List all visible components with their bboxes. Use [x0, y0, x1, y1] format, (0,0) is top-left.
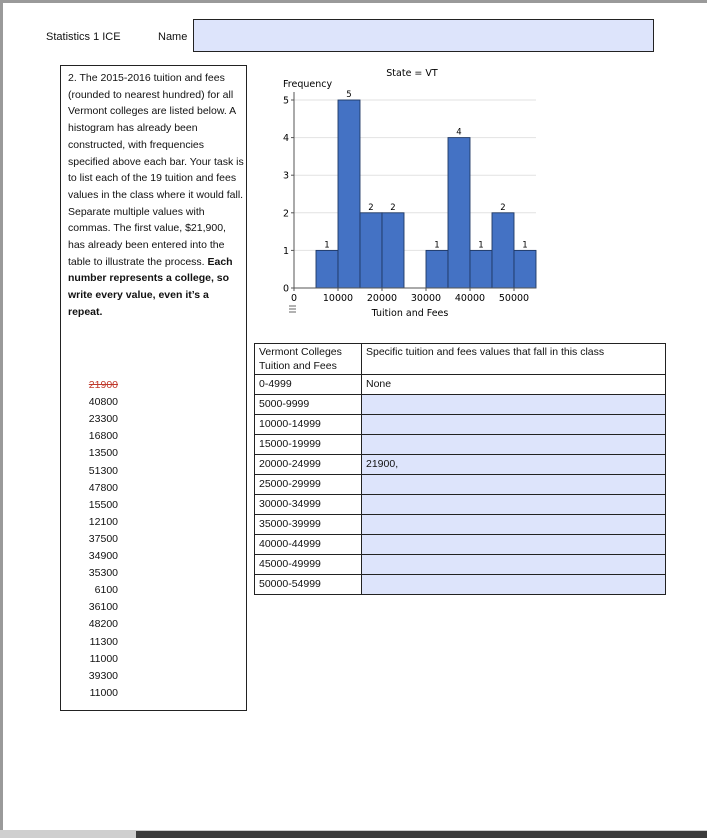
question-text — [68, 70, 244, 321]
tuition-value: 48200 — [88, 618, 118, 631]
class-values-field[interactable] — [362, 435, 666, 455]
x-tick-label: 0 — [290, 293, 298, 304]
histogram-bar — [426, 250, 448, 288]
class-values-field[interactable] — [362, 555, 666, 575]
histogram-bar — [360, 213, 382, 288]
histogram-svg — [250, 60, 550, 330]
histogram-bar — [492, 213, 514, 288]
table-row — [255, 575, 666, 595]
table-row — [255, 395, 666, 415]
tuition-value: 11000 — [89, 652, 118, 665]
class-values-field: None — [362, 375, 666, 395]
table-header-range-line1: Vermont Colleges — [259, 346, 342, 358]
class-values-field[interactable] — [362, 415, 666, 435]
bar-count-label: 1 — [478, 240, 484, 251]
table-row — [255, 415, 666, 435]
x-tick-label: 40000 — [454, 293, 486, 304]
class-values-field[interactable] — [362, 495, 666, 515]
x-tick-label: 10000 — [322, 293, 354, 304]
tuition-value: 34900 — [88, 550, 118, 562]
tuition-value: 39300 — [88, 669, 118, 682]
taskbar-strip — [136, 831, 707, 838]
tuition-value: 40800 — [88, 396, 118, 409]
tuition-value: 13500 — [88, 447, 118, 460]
table-header-range — [255, 344, 362, 375]
tuition-value: 11300 — [89, 635, 118, 648]
class-range: 15000-19999 — [255, 435, 362, 455]
question-emphasis: Each number represents a college, so write every value, even it’s a repeat. — [68, 255, 233, 318]
y-tick-label: 2 — [282, 208, 289, 220]
class-range: 30000-34999 — [255, 495, 362, 515]
tuition-value: 36100 — [88, 601, 118, 614]
window-border-left — [0, 0, 3, 838]
class-range: 10000-14999 — [255, 415, 362, 435]
table-row — [255, 475, 666, 495]
x-tick-label: 50000 — [498, 293, 530, 304]
bar-count-label: 1 — [434, 240, 440, 251]
bar-count-label: 5 — [346, 90, 352, 100]
class-values-field[interactable] — [362, 395, 666, 415]
bar-count-label: 2 — [500, 202, 506, 213]
tuition-value: 35300 — [88, 567, 118, 580]
class-values-field[interactable]: 21900, — [362, 455, 666, 475]
tuition-value: 51300 — [88, 464, 118, 477]
class-range: 45000-49999 — [255, 555, 362, 575]
histogram-bar — [382, 213, 404, 288]
table-row — [255, 555, 666, 575]
question-body: The 2015-2016 tuition and fees (rounded to nearest hundred) for all Vermont colleges are listed below. A histogram has already been constructed, with frequencies specified above each bar. Your task is to list each of the 19 tuition and fees values in the class where it would fall. Separate multiple values with commas. The first value, $21,900, has already been entered into the table to illustrate the process. — [68, 72, 244, 268]
y-tick-label: 5 — [282, 95, 289, 107]
tuition-value: 15500 — [88, 498, 118, 511]
name-input[interactable] — [193, 19, 654, 52]
tuition-value: 12100 — [88, 515, 118, 528]
tuition-value: 47800 — [88, 481, 118, 494]
y-tick-label: 4 — [282, 133, 289, 145]
tuition-value: 16800 — [88, 430, 118, 443]
class-range: 35000-39999 — [255, 515, 362, 535]
chart-xlabel: Tuition and Fees — [371, 308, 449, 319]
bar-count-label: 2 — [368, 202, 374, 213]
bar-count-label: 1 — [522, 240, 528, 251]
tuition-value: 23300 — [88, 413, 118, 426]
tuition-value: 6100 — [94, 584, 118, 597]
table-row — [255, 435, 666, 455]
class-values-field[interactable] — [362, 575, 666, 595]
bar-count-label: 1 — [324, 240, 330, 251]
question-number: 2. — [68, 72, 77, 84]
histogram-chart — [250, 60, 550, 330]
bar-count-label: 2 — [390, 202, 396, 213]
table-header-values: Specific tuition and fees values that fall in this class — [362, 344, 666, 375]
y-tick-label: 1 — [282, 245, 289, 257]
histogram-bar — [316, 250, 338, 288]
tuition-value: 37500 — [88, 532, 118, 545]
table-header-range-line2: Tuition and Fees — [259, 360, 337, 372]
question-panel — [60, 65, 247, 711]
table-row — [255, 375, 666, 395]
x-tick-label: 20000 — [366, 293, 398, 304]
class-range: 25000-29999 — [255, 475, 362, 495]
tuition-value: 11000 — [89, 686, 118, 699]
class-range: 50000-54999 — [255, 575, 362, 595]
hamburger-menu-icon[interactable] — [289, 306, 296, 312]
class-values-field[interactable] — [362, 535, 666, 555]
chart-bars — [316, 90, 536, 288]
histogram-bar — [338, 100, 360, 288]
table-row — [255, 455, 666, 475]
histogram-bar — [448, 138, 470, 288]
frequency-table — [254, 343, 666, 595]
chart-title: State = VT — [386, 68, 438, 79]
bar-count-label: 4 — [456, 127, 462, 138]
class-values-field[interactable] — [362, 475, 666, 495]
table-header-row — [255, 344, 666, 375]
x-tick-label: 30000 — [410, 293, 442, 304]
course-title: Statistics 1 ICE — [46, 31, 121, 43]
table-row — [255, 515, 666, 535]
class-range: 0-4999 — [255, 375, 362, 395]
y-tick-label: 3 — [282, 170, 289, 182]
window-border-top — [0, 0, 707, 3]
class-range: 20000-24999 — [255, 455, 362, 475]
table-row — [255, 535, 666, 555]
table-row — [255, 495, 666, 515]
class-range: 5000-9999 — [255, 395, 362, 415]
y-tick-label: 0 — [282, 283, 289, 295]
chart-ylabel: Frequency — [283, 79, 333, 90]
class-values-field[interactable] — [362, 515, 666, 535]
name-label: Name — [158, 31, 188, 43]
histogram-bar — [470, 250, 492, 288]
class-range: 40000-44999 — [255, 535, 362, 555]
histogram-bar — [514, 250, 536, 288]
tuition-value: 21900 — [88, 379, 118, 391]
